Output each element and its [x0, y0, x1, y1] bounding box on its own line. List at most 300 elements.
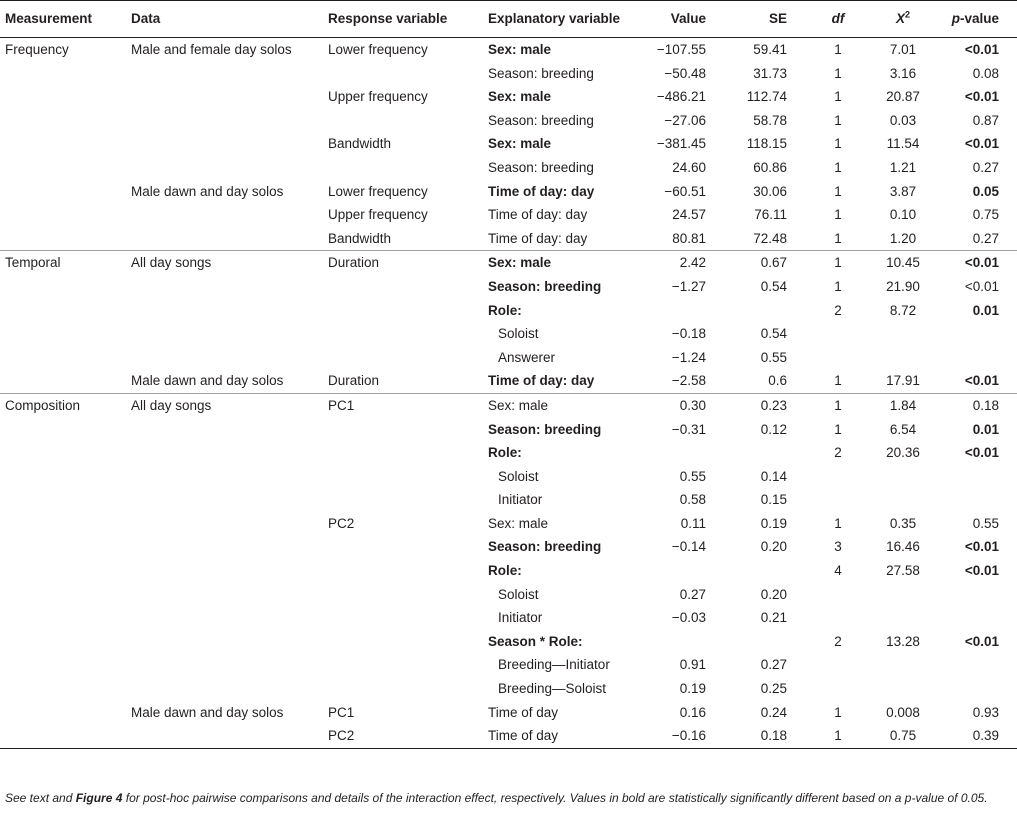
cell-data: All day songs: [127, 393, 324, 417]
cell-se: [710, 630, 805, 654]
cell-p-value: [935, 583, 1017, 607]
cell-explanatory-variable: Role:: [488, 563, 522, 579]
cell-measurement: [0, 488, 127, 512]
chi-square-exponent: 2: [905, 9, 911, 20]
cell-chi-square: 1.84: [871, 393, 935, 417]
cell-measurement: Temporal: [0, 251, 127, 275]
cell-p-value: <0.01: [964, 42, 999, 57]
cell-value: −0.14: [671, 539, 706, 555]
table-row: [0, 393, 1017, 417]
footnote-text-2: for post-hoc pairwise comparisons and details of the interaction effect, respectively. Values in bold are statistically significantly different based on a p-value of 0.05.: [122, 791, 988, 805]
cell-value: 0.30: [634, 393, 710, 417]
p-value-suffix: -value: [959, 11, 999, 26]
cell-se: 0.24: [760, 704, 787, 720]
cell-se: 59.41: [753, 42, 787, 57]
cell-explanatory-variable: Soloist: [498, 586, 539, 602]
cell-df: 1: [834, 373, 842, 389]
cell-df: 1: [834, 230, 842, 246]
cell-measurement: [0, 85, 127, 109]
cell-measurement: [0, 559, 127, 583]
cell-value: −60.51: [664, 183, 706, 199]
table-row: [0, 299, 1017, 323]
cell-chi-square: 11.54: [886, 136, 920, 152]
cell-p-value: 0.05: [972, 183, 999, 199]
table-row: [0, 512, 1017, 536]
cell-df: 2: [834, 445, 842, 461]
cell-value: −27.06: [664, 112, 706, 128]
header-value: Value: [634, 1, 710, 38]
cell-chi-square: [871, 488, 935, 512]
cell-chi-square: 27.58: [886, 563, 920, 579]
cell-se: 0.20: [760, 539, 787, 555]
cell-measurement: [0, 369, 127, 393]
table-row: [0, 322, 1017, 346]
cell-value: −2.58: [671, 373, 706, 389]
cell-chi-square: 0.75: [871, 724, 935, 748]
cell-chi-square: 8.72: [889, 302, 917, 318]
cell-p-value: <0.01: [964, 539, 999, 555]
cell-response-variable: PC1: [328, 704, 355, 720]
cell-data: [127, 62, 324, 86]
table-row: [0, 724, 1017, 748]
cell-explanatory-variable: Season: breeding: [488, 278, 602, 294]
cell-df: 1: [834, 42, 842, 57]
table-row: [0, 38, 1017, 62]
cell-p-value: <0.01: [964, 373, 999, 389]
cell-response-variable: Lower frequency: [328, 42, 428, 57]
cell-df: 1: [834, 183, 842, 199]
cell-p-value: <0.01: [935, 251, 1017, 275]
cell-p-value: 0.87: [972, 112, 999, 128]
cell-data: [127, 109, 324, 133]
cell-value: 0.58: [679, 492, 706, 508]
cell-chi-square: 7.01: [889, 42, 917, 57]
cell-measurement: [0, 62, 127, 86]
cell-p-value: 0.93: [972, 704, 999, 720]
cell-se: 0.55: [760, 349, 787, 365]
cell-se: [710, 299, 805, 323]
cell-p-value: <0.01: [964, 89, 999, 105]
cell-chi-square: 10.45: [871, 251, 935, 275]
cell-data: [127, 677, 324, 701]
cell-p-value: 0.75: [972, 207, 999, 223]
cell-chi-square: [871, 322, 935, 346]
cell-response-variable: Duration: [324, 251, 484, 275]
table-row: [0, 251, 1017, 275]
cell-se: 0.25: [760, 681, 787, 697]
cell-response-variable: [324, 418, 484, 442]
cell-data: Male dawn and day solos: [131, 373, 284, 389]
cell-se: [710, 559, 805, 583]
cell-chi-square: 0.35: [889, 515, 917, 531]
cell-measurement: [0, 583, 127, 607]
cell-se: 72.48: [753, 230, 787, 246]
cell-response-variable: [324, 488, 484, 512]
cell-se: 31.73: [753, 65, 787, 81]
table-row: [0, 488, 1017, 512]
cell-data: Male dawn and day solos: [131, 183, 284, 199]
cell-response-variable: [324, 630, 484, 654]
header-chi-square: [871, 1, 935, 38]
cell-value: [634, 299, 710, 323]
table-row: [0, 227, 1017, 251]
table-row: [0, 156, 1017, 180]
cell-data: [127, 299, 324, 323]
cell-se: 0.23: [710, 393, 805, 417]
cell-chi-square: [871, 583, 935, 607]
cell-df: 1: [834, 159, 842, 175]
cell-p-value: [935, 322, 1017, 346]
cell-df: [805, 583, 871, 607]
cell-se: 0.27: [760, 657, 787, 673]
cell-chi-square: 3.16: [889, 65, 917, 81]
cell-value: 0.19: [679, 681, 706, 697]
cell-chi-square: 20.87: [886, 89, 920, 105]
cell-measurement: [0, 653, 127, 677]
cell-p-value: 0.08: [972, 65, 999, 81]
cell-p-value: [935, 606, 1017, 630]
table-row: [0, 275, 1017, 299]
cell-value: −0.31: [671, 421, 706, 437]
cell-se: 0.12: [760, 421, 787, 437]
cell-explanatory-variable: Soloist: [498, 468, 539, 484]
cell-chi-square: 1.21: [889, 159, 917, 175]
cell-value: [634, 630, 710, 654]
cell-p-value: 0.01: [972, 421, 999, 437]
cell-value: 0.16: [679, 704, 706, 720]
cell-value: 2.42: [634, 251, 710, 275]
cell-measurement: [0, 630, 127, 654]
cell-se: 60.86: [753, 159, 787, 175]
cell-response-variable: [324, 299, 484, 323]
cell-value: −50.48: [664, 65, 706, 81]
footnote-text-1: See text and: [5, 791, 76, 805]
cell-p-value: [935, 653, 1017, 677]
cell-response-variable: Upper frequency: [328, 207, 428, 223]
cell-response-variable: [324, 109, 484, 133]
cell-explanatory-variable: Role:: [488, 445, 522, 461]
table-row: [0, 180, 1017, 204]
cell-df: 4: [834, 563, 842, 579]
cell-value: −0.18: [671, 326, 706, 342]
cell-chi-square: 1.20: [889, 230, 917, 246]
table-row: [0, 535, 1017, 559]
cell-p-value: [935, 346, 1017, 370]
cell-data: [127, 512, 324, 536]
chi-square-symbol: X: [895, 11, 905, 26]
cell-response-variable: [324, 346, 484, 370]
cell-chi-square: 6.54: [889, 421, 917, 437]
cell-explanatory-variable: Sex: male: [488, 136, 552, 152]
cell-se: 76.11: [754, 207, 787, 223]
cell-measurement: [0, 299, 127, 323]
cell-p-value: [935, 465, 1017, 489]
table-row: [0, 418, 1017, 442]
table-row: [0, 346, 1017, 370]
cell-response-variable: Bandwidth: [328, 136, 392, 152]
cell-explanatory-variable: Time of day: day: [488, 230, 588, 246]
cell-chi-square: [871, 653, 935, 677]
cell-measurement: [0, 465, 127, 489]
cell-data: [127, 630, 324, 654]
header-measurement: Measurement: [0, 1, 127, 38]
cell-measurement: [0, 724, 127, 748]
table-footnote: [5, 790, 1010, 807]
cell-response-variable: [324, 156, 484, 180]
cell-response-variable: [324, 275, 484, 299]
cell-chi-square: 0.03: [889, 112, 917, 128]
cell-p-value: [935, 488, 1017, 512]
cell-measurement: [0, 606, 127, 630]
cell-df: 1: [834, 704, 842, 720]
cell-df: 1: [834, 421, 842, 437]
cell-chi-square: [871, 465, 935, 489]
cell-measurement: Composition: [0, 393, 127, 417]
cell-data: [127, 418, 324, 442]
cell-df: 1: [834, 65, 842, 81]
header-df: df: [805, 1, 871, 38]
cell-explanatory-variable: Season: breeding: [488, 421, 602, 437]
cell-explanatory-variable: Time of day: day: [488, 207, 588, 223]
cell-value: −0.03: [671, 610, 706, 626]
cell-se: 0.20: [760, 586, 787, 602]
header-explanatory-variable: Explanatory variable: [484, 1, 634, 38]
cell-se: [710, 441, 805, 465]
cell-chi-square: 0.10: [889, 207, 917, 223]
table-row: [0, 653, 1017, 677]
cell-measurement: [0, 512, 127, 536]
cell-measurement: [0, 109, 127, 133]
header-p-value: [935, 1, 1017, 38]
cell-value: [634, 441, 710, 465]
cell-chi-square: 16.46: [886, 539, 920, 555]
cell-explanatory-variable: Sex: male: [484, 393, 634, 417]
cell-df: [805, 606, 871, 630]
table-row: [0, 559, 1017, 583]
cell-df: 1: [805, 724, 871, 748]
table-row: [0, 441, 1017, 465]
cell-chi-square: 13.28: [886, 633, 920, 649]
cell-measurement: [0, 180, 127, 204]
cell-explanatory-variable: Season: breeding: [488, 539, 602, 555]
cell-data: [127, 465, 324, 489]
cell-explanatory-variable: Soloist: [498, 326, 539, 342]
cell-response-variable: [324, 465, 484, 489]
cell-value: −486.21: [656, 89, 706, 105]
cell-value: 24.57: [672, 207, 706, 223]
cell-se: 118.15: [746, 136, 787, 152]
cell-value: 0.91: [679, 657, 706, 673]
cell-data: [127, 559, 324, 583]
header-data: Data: [127, 1, 324, 38]
cell-se: 0.19: [760, 515, 787, 531]
cell-measurement: [0, 346, 127, 370]
cell-response-variable: [324, 535, 484, 559]
cell-explanatory-variable: Breeding—Soloist: [498, 681, 607, 697]
cell-p-value: <0.01: [964, 445, 999, 461]
cell-df: [805, 346, 871, 370]
cell-data: [127, 724, 324, 748]
cell-p-value: 0.01: [972, 302, 999, 318]
cell-response-variable: Duration: [328, 373, 380, 389]
cell-value: 24.60: [672, 159, 706, 175]
cell-data: [127, 653, 324, 677]
cell-p-value: <0.01: [964, 136, 999, 152]
cell-df: 1: [834, 112, 842, 128]
cell-data: [127, 606, 324, 630]
cell-data: [127, 156, 324, 180]
cell-df: 1: [834, 207, 842, 223]
cell-data: [127, 275, 324, 299]
cell-measurement: [0, 227, 127, 251]
cell-response-variable: [324, 62, 484, 86]
cell-p-value: 0.27: [972, 159, 999, 175]
cell-df: 1: [805, 251, 871, 275]
cell-se: 0.21: [760, 610, 787, 626]
cell-response-variable: [324, 606, 484, 630]
cell-data: [127, 441, 324, 465]
cell-data: All day songs: [127, 251, 324, 275]
cell-p-value: <0.01: [964, 633, 999, 649]
cell-measurement: Frequency: [5, 42, 69, 57]
cell-response-variable: [324, 583, 484, 607]
cell-chi-square: 0.008: [886, 704, 920, 720]
cell-p-value: 0.18: [935, 393, 1017, 417]
table-row: [0, 203, 1017, 227]
cell-data: [127, 488, 324, 512]
cell-response-variable: [324, 441, 484, 465]
cell-df: [805, 322, 871, 346]
cell-df: [805, 465, 871, 489]
cell-data: [127, 346, 324, 370]
cell-df: 1: [834, 89, 842, 105]
cell-measurement: [0, 322, 127, 346]
cell-df: 1: [834, 136, 842, 152]
cell-df: [805, 677, 871, 701]
cell-response-variable: PC2: [328, 515, 355, 531]
cell-explanatory-variable: Sex: male: [488, 89, 552, 105]
cell-explanatory-variable: Season * Role:: [488, 633, 583, 649]
cell-explanatory-variable: Season: breeding: [488, 159, 594, 175]
cell-p-value: 0.39: [935, 724, 1017, 748]
cell-se: 0.15: [760, 492, 787, 508]
cell-explanatory-variable: Sex: male: [484, 251, 634, 275]
cell-p-value: 0.55: [972, 515, 999, 531]
cell-response-variable: PC1: [324, 393, 484, 417]
cell-se: 0.67: [710, 251, 805, 275]
cell-measurement: [0, 132, 127, 156]
cell-measurement: [0, 701, 127, 725]
cell-chi-square: [871, 346, 935, 370]
cell-data: [127, 85, 324, 109]
cell-explanatory-variable: Time of day: day: [488, 373, 595, 389]
cell-data: [127, 227, 324, 251]
table-row: [0, 109, 1017, 133]
cell-measurement: [0, 275, 127, 299]
cell-se: 0.54: [760, 326, 787, 342]
cell-explanatory-variable: Initiator: [498, 610, 543, 626]
cell-se: 0.6: [768, 373, 787, 389]
cell-data: [127, 583, 324, 607]
cell-value: 0.11: [680, 515, 706, 531]
cell-chi-square: [871, 677, 935, 701]
cell-p-value: [935, 677, 1017, 701]
cell-explanatory-variable: Time of day: [488, 704, 559, 720]
cell-df: 1: [805, 393, 871, 417]
table-row: [0, 630, 1017, 654]
cell-data: Male dawn and day solos: [131, 704, 284, 720]
cell-response-variable: Bandwidth: [328, 230, 392, 246]
cell-se: 0.14: [760, 468, 787, 484]
table-row: [0, 677, 1017, 701]
cell-value: 80.81: [672, 230, 706, 246]
cell-data: Male and female day solos: [131, 42, 292, 57]
cell-data: [127, 322, 324, 346]
cell-data: [127, 535, 324, 559]
table-row: [0, 583, 1017, 607]
header-se: SE: [710, 1, 805, 38]
figure-reference: Figure 4: [75, 791, 123, 805]
cell-value: −107.55: [656, 42, 706, 57]
cell-explanatory-variable: Answerer: [498, 349, 556, 365]
table-row: [0, 701, 1017, 725]
cell-value: −0.16: [634, 724, 710, 748]
cell-response-variable: [324, 322, 484, 346]
cell-se: 58.78: [753, 112, 787, 128]
cell-explanatory-variable: Time of day: day: [488, 183, 595, 199]
table-row: [0, 62, 1017, 86]
cell-se: 30.06: [753, 183, 787, 199]
cell-measurement: [0, 441, 127, 465]
table-row: [0, 85, 1017, 109]
cell-data: [127, 203, 324, 227]
cell-response-variable: [324, 677, 484, 701]
cell-chi-square: 21.90: [886, 278, 920, 294]
cell-explanatory-variable: Breeding—Initiator: [498, 657, 610, 673]
cell-value: −381.45: [656, 136, 706, 152]
cell-explanatory-variable: Season: breeding: [488, 112, 594, 128]
cell-value: 0.27: [679, 586, 706, 602]
cell-chi-square: [871, 606, 935, 630]
table-row: [0, 369, 1017, 393]
cell-se: 0.18: [710, 724, 805, 748]
cell-df: 2: [834, 633, 842, 649]
table-row: [0, 465, 1017, 489]
cell-se: 0.54: [760, 278, 787, 294]
cell-df: 2: [834, 302, 842, 318]
cell-p-value: 0.27: [972, 230, 999, 246]
cell-response-variable: PC2: [324, 724, 484, 748]
cell-df: 3: [834, 539, 842, 555]
cell-chi-square: 17.91: [886, 373, 920, 389]
cell-se: 112.74: [746, 89, 787, 105]
cell-chi-square: 20.36: [886, 445, 920, 461]
cell-measurement: [0, 677, 127, 701]
cell-df: 1: [834, 278, 842, 294]
table-body: [0, 38, 1017, 749]
cell-data: [127, 132, 324, 156]
cell-measurement: [0, 418, 127, 442]
cell-chi-square: 3.87: [889, 183, 917, 199]
cell-p-value: <0.01: [964, 563, 999, 579]
table-row: [0, 606, 1017, 630]
cell-measurement: [0, 203, 127, 227]
cell-explanatory-variable: Role:: [488, 302, 522, 318]
cell-p-value: <0.01: [964, 278, 999, 294]
cell-value: 0.55: [679, 468, 706, 484]
cell-explanatory-variable: Initiator: [498, 492, 543, 508]
cell-df: [805, 488, 871, 512]
